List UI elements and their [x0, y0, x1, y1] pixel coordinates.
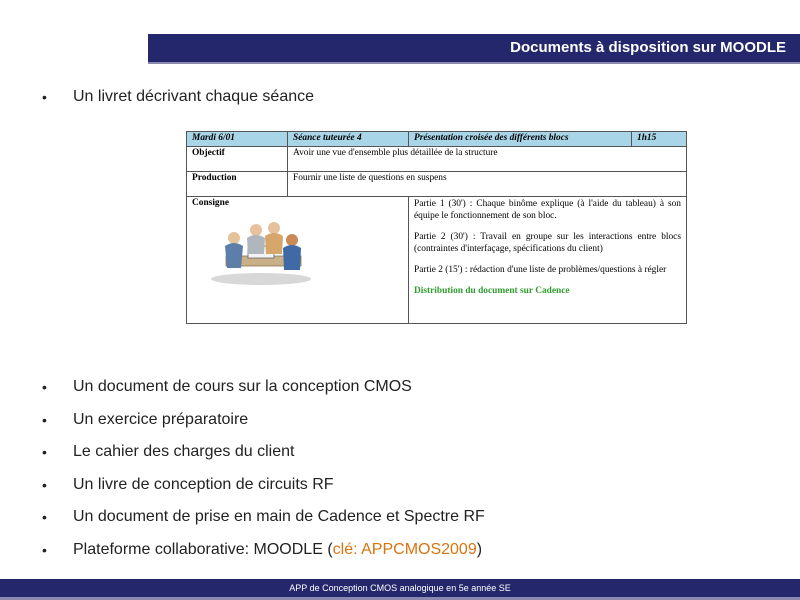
slide-title: Documents à disposition sur MOODLE	[510, 39, 786, 56]
bullet-item: • Un exercice préparatoire	[42, 410, 249, 428]
bullet-icon: •	[42, 476, 47, 493]
text-production: Fournir une liste de questions en suspens	[288, 172, 687, 197]
bullet-icon: •	[42, 541, 47, 558]
bullet-icon: •	[42, 379, 47, 395]
consigne-cell	[187, 197, 409, 324]
bullet-icon: •	[42, 444, 47, 461]
bullet-item-moodle: • Plateforme collaborative: MOODLE (clé: APPCMOS2009)	[42, 540, 483, 558]
top-bullet-list	[40, 87, 314, 120]
row-consigne	[187, 197, 687, 324]
bullet-icon: •	[42, 89, 47, 105]
bullet-item: • Un livre de conception de circuits RF	[42, 475, 334, 493]
consigne-part-3: Partie 2 (15') : rédaction d'une liste de problèmes/questions à régler	[414, 265, 667, 275]
slide-title-banner	[148, 34, 800, 62]
footer-text: APP de Conception CMOS analogique en 5e année SE	[289, 583, 511, 593]
header-date: Mardi 6/01	[187, 132, 288, 147]
header-topic: Présentation croisée des différents blocs	[409, 132, 632, 147]
bullet-item: • Un livret décrivant chaque séance	[42, 88, 315, 105]
bullet-item: • Un document de cours sur la conception CMOS	[42, 378, 412, 395]
row-objectif	[187, 147, 687, 172]
bullet-icon: •	[42, 411, 47, 428]
title-underline	[148, 62, 800, 64]
session-table-header	[187, 132, 687, 147]
session-table	[186, 131, 687, 324]
row-production	[187, 172, 687, 197]
consigne-part-1: Partie 1 (30') : Chaque binôme explique (à l'aide du tableau) à son équipe le fonctionnement de son bloc.	[414, 199, 681, 221]
bullet-item: • Le cahier des charges du client	[42, 443, 295, 461]
bullet-item: • Un document de prise en main de Cadence et Spectre RF	[42, 508, 485, 526]
label-consigne: Consigne	[192, 198, 229, 208]
footer-bar	[0, 579, 800, 597]
text-objectif: Avoir une vue d'ensemble plus détaillée de la structure	[288, 147, 687, 172]
header-duration: 1h15	[632, 132, 687, 147]
moodle-key: clé: APPCMOS2009	[332, 540, 477, 558]
bottom-bullet-list	[40, 377, 485, 573]
header-session: Séance tuteurée 4	[288, 132, 409, 147]
label-objectif: Objectif	[187, 147, 288, 172]
consigne-part-2: Partie 2 (30') : Travail en groupe sur les interactions entre blocs (contraintes d'interfaçage, spécifications du client)	[414, 232, 681, 254]
label-production: Production	[187, 172, 288, 197]
bullet-icon: •	[42, 509, 47, 526]
consigne-note: Distribution du document sur Cadence	[414, 286, 570, 296]
consigne-text-cell	[409, 197, 687, 324]
team-meeting-illustration	[206, 216, 316, 286]
